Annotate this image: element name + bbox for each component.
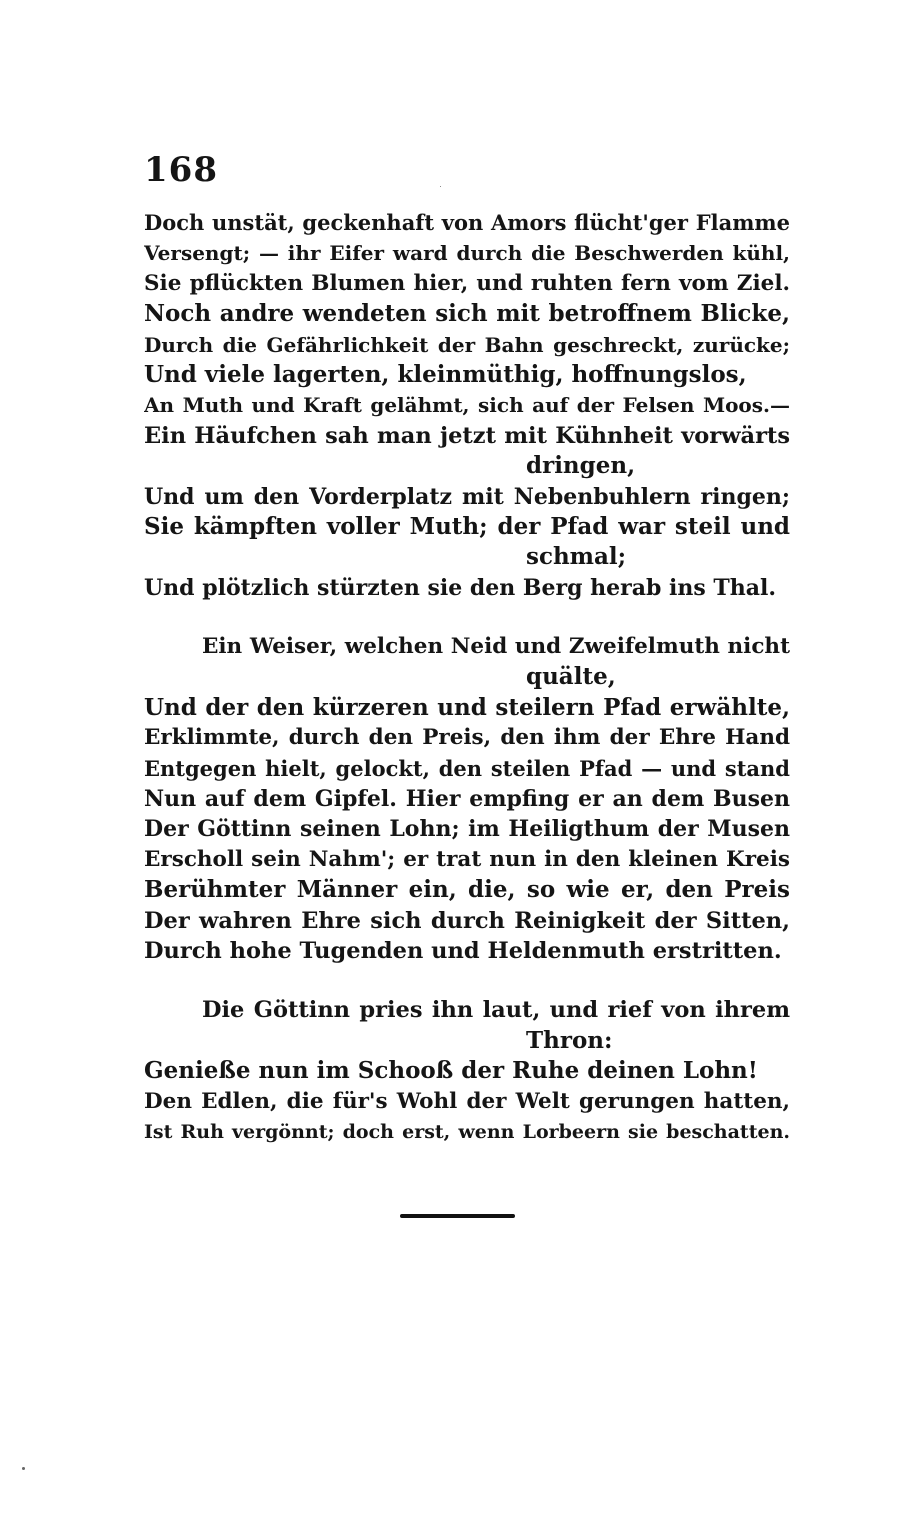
verse-line: Ist Ruh vergönnt; doch erst, wenn Lorbeern sie beschatten. <box>144 1120 790 1143</box>
verse-line: Erscholl sein Nahm'; er trat nun in den kleinen Kreis <box>144 846 790 872</box>
verse-line: Versengt; — ihr Eifer ward durch die Beschwerden kühl, <box>144 241 790 266</box>
verse-line: Durch die Gefährlichkeit der Bahn geschreckt, zurücke; <box>144 332 790 357</box>
verse-line: Und um den Vorderplatz mit Nebenbuhlern ringen; <box>144 483 790 510</box>
verse-line: Der Göttinn seinen Lohn; im Heiligthum der Musen <box>144 816 790 843</box>
paper-speck <box>22 1467 25 1470</box>
stanza <box>144 208 790 603</box>
verse-line: Noch andre wendeten sich mit betroffnem Blicke, <box>144 300 790 328</box>
verse-line-turnover: Thron: <box>526 1026 613 1054</box>
verse-line: Erklimmte, durch den Preis, den ihm der Ehre Hand <box>144 725 790 751</box>
verse-line: Doch unstät, geckenhaft von Amors flücht'ger Flamme <box>144 210 790 235</box>
verse-line: Ein Häufchen sah man jetzt mit Kühnheit vorwärts <box>144 422 790 449</box>
verse-line: Entgegen hielt, gelockt, den steilen Pfad — und stand <box>144 755 790 781</box>
verse-line: Genieße nun im Schooß der Ruhe deinen Lohn! <box>144 1057 758 1085</box>
verse-line-turnover: dringen, <box>526 452 636 480</box>
verse-line: Sie pflückten Blumen hier, und ruhten fern vom Ziel. <box>144 270 790 296</box>
stanza <box>144 632 790 966</box>
verse-line: Und der den kürzeren und steilern Pfad erwählte, <box>144 693 790 721</box>
verse-line-turnover: quälte, <box>526 663 616 691</box>
page-number: 168 <box>144 150 218 190</box>
verse-line: Nun auf dem Gipfel. Hier empfing er an dem Busen <box>144 786 790 813</box>
verse-line-turnover: schmal; <box>526 543 627 571</box>
verse-line: Den Edlen, die für's Wohl der Welt gerungen hatten, <box>144 1088 790 1114</box>
closing-ornament-rule <box>400 1213 515 1219</box>
verse-line: Berühmter Männer ein, die, so wie er, den Preis <box>144 876 790 904</box>
ornament-bar <box>400 1214 515 1218</box>
verse-line: Und plötzlich stürzten sie den Berg herab ins Thal. <box>144 574 777 601</box>
verse-line: Der wahren Ehre sich durch Reinigkeit der Sitten, <box>144 907 790 934</box>
verse-line: Und viele lagerten, kleinmüthig, hoffnungslos, <box>144 360 747 388</box>
stanza-gap <box>144 966 790 995</box>
paper-speck <box>440 186 441 187</box>
verse-line: Durch hohe Tugenden und Heldenmuth erstritten. <box>144 937 782 964</box>
stanza <box>144 995 790 1147</box>
verse-line: Ein Weiser, welchen Neid und Zweifelmuth nicht <box>202 634 790 660</box>
poem-text <box>144 208 790 1147</box>
verse-line: An Muth und Kraft gelähmt, sich auf der Felsen Moos.— <box>144 393 790 418</box>
stanza-gap <box>144 603 790 632</box>
verse-line: Die Göttinn pries ihn laut, und rief von ihrem <box>202 997 790 1024</box>
verse-line: Sie kämpften voller Muth; der Pfad war steil und <box>144 512 790 540</box>
